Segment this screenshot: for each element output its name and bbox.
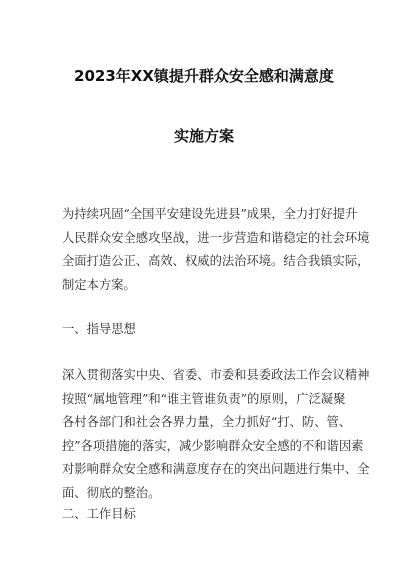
- body-line: 按照“属地管理”和“谁主管谁负责”的原则，广泛凝聚: [62, 391, 346, 406]
- document-title: 2023年XX镇提升群众安全感和满意度: [74, 67, 334, 85]
- intro-line: 为持续巩固“全国平安建设先进县”成果，全力打好提升: [62, 207, 358, 221]
- intro-paragraph: [62, 203, 370, 297]
- body-line: 各村各部门和社会各界力量，全力抓好“打、防、管、: [62, 415, 352, 429]
- intro-line: 人民群众安全感攻坚战，进一步营造和谐稳定的社会环境: [62, 230, 370, 245]
- body-line: 面、彻底的整治。: [62, 485, 161, 500]
- body-line: 对影响群众安全感和满意度存在的突出问题进行集中、全: [62, 462, 370, 476]
- intro-line: 制定本方案。: [62, 277, 136, 292]
- document-subtitle: 实施方案: [173, 127, 234, 145]
- section-heading-guiding-ideology: 一、指导思想: [62, 322, 136, 336]
- intro-line: 全面打造公正、高效、权威的法治环境。结合我镇实际，: [62, 254, 370, 268]
- body-line: 深入贯彻落实中央、省委、市委和县委政法工作会议精神: [62, 368, 370, 382]
- section-heading-work-goals: 二、工作目标: [62, 507, 136, 521]
- guiding-ideology-paragraph: [62, 364, 370, 505]
- body-line: 控”各项措施的落实，减少影响群众安全感的不和谐因素: [62, 438, 364, 453]
